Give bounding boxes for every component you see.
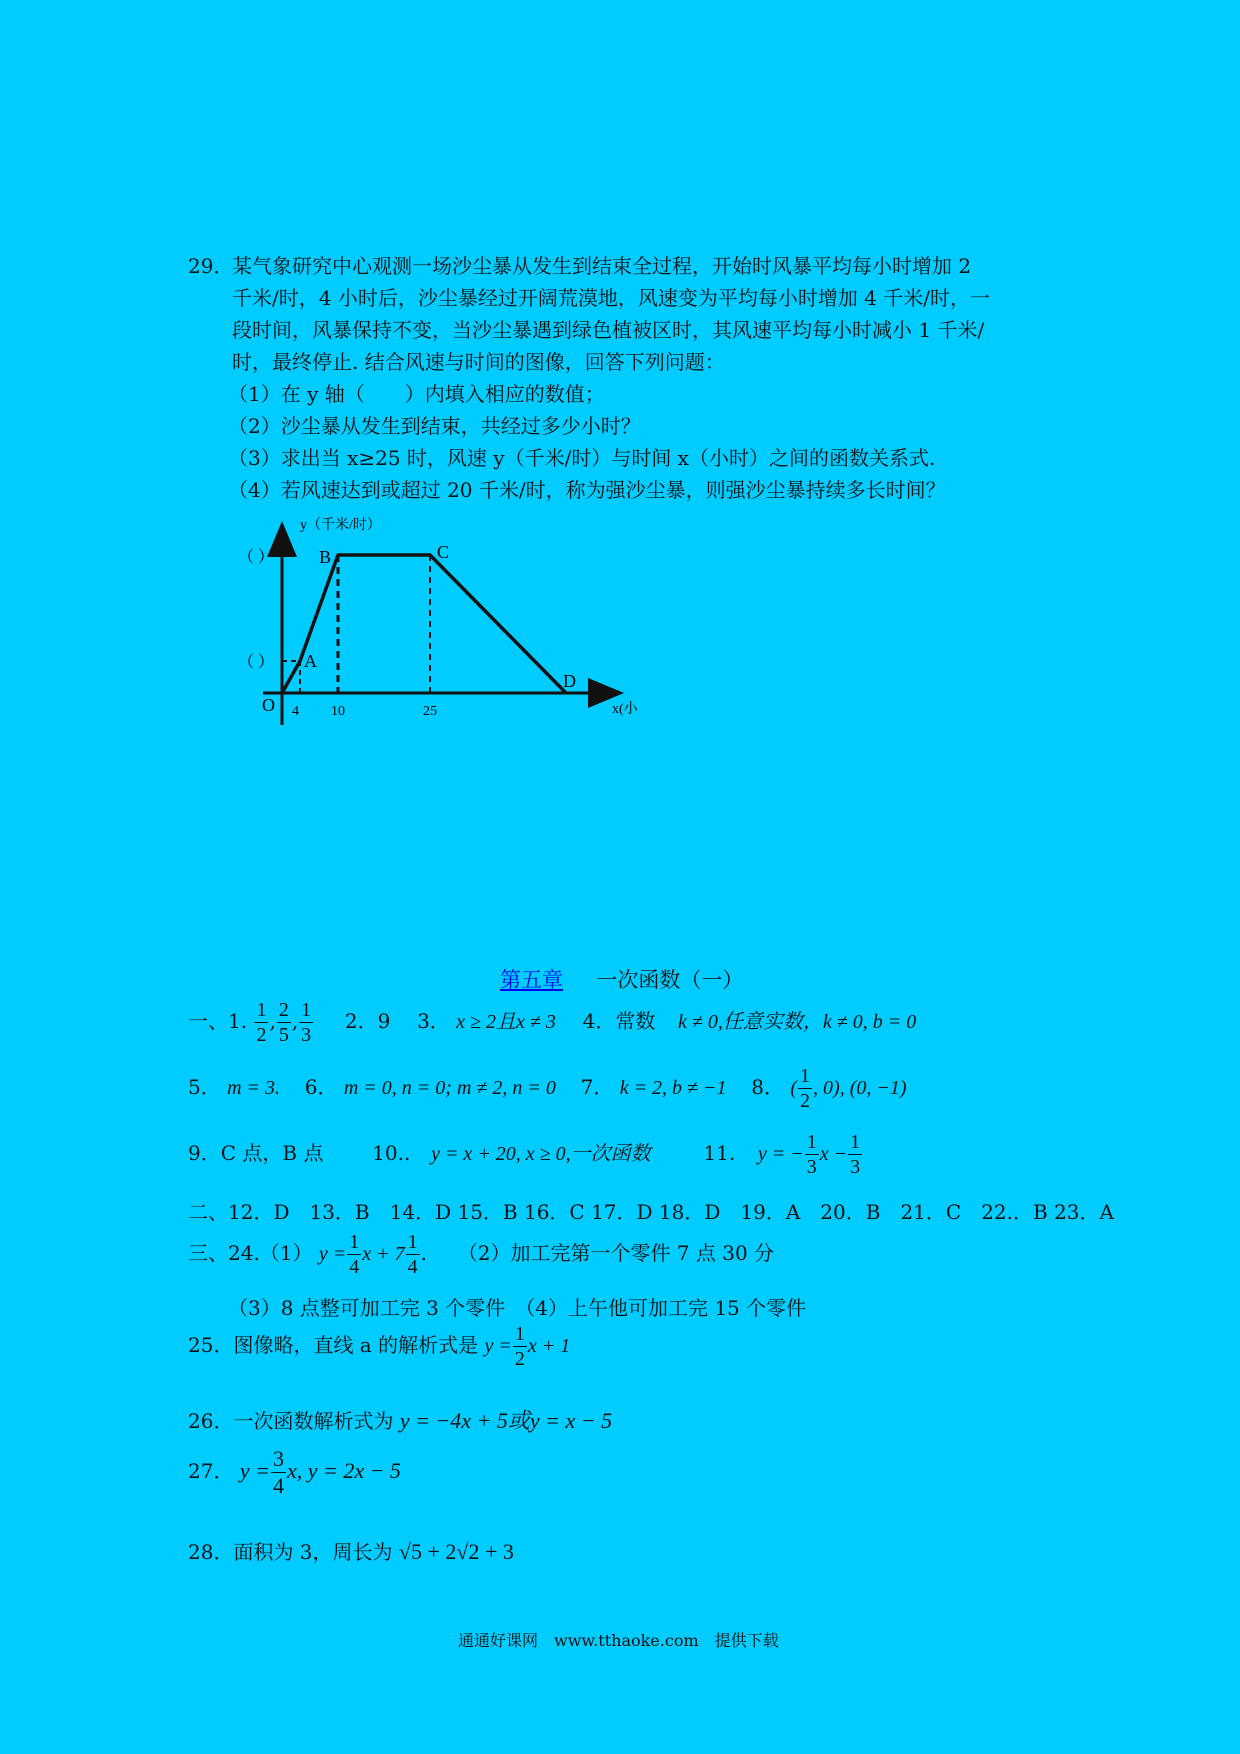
problem-line-2: 千米/时，4 小时后，沙尘暴经过开阔荒漠地，风速变为平均每小时增加 4 千米/时，一 <box>232 286 990 310</box>
subquestion-1: （1）在 y 轴（ ）内填入相应的数值； <box>228 382 605 406</box>
y-blank-bottom: （ ） <box>238 654 275 671</box>
answer-6-number: 6． <box>304 1075 338 1099</box>
fraction: $\frac{1}{4}$ <box>349 1231 360 1278</box>
x-tick-10: 10 <box>331 704 345 719</box>
answers-row-24-cont: （3）8 点整可加工完 3 个零件 （4）上午他可加工完 15 个零件 <box>228 1296 807 1320</box>
answer-28-prefix: 28．面积为 3，周长为 <box>188 1540 393 1564</box>
answer-4: k ≠ 0,任意实数，k ≠ 0, b = 0 <box>678 1011 917 1033</box>
fraction: $\frac{1}{2}$ <box>800 1065 811 1112</box>
point-d-label: D <box>563 671 576 691</box>
answer-26-prefix: 26．一次函数解析式为 <box>188 1409 394 1433</box>
fraction: $\frac{1}{3}$ <box>806 1131 817 1178</box>
x-axis-label: x(小 <box>612 702 638 717</box>
fraction: $\frac{1}{3}$ <box>850 1131 861 1178</box>
footer: 通通好课网 www.tthaoke.com 提供下载 <box>458 1631 779 1650</box>
chapter-title: 一次函数（一） <box>596 968 744 992</box>
fraction: $\frac{3}{4}$ <box>272 1446 284 1498</box>
fraction: $\frac{1}{2}$ <box>514 1323 525 1370</box>
answer-6: m = 0, n = 0; m ≠ 2, n = 0 <box>343 1077 556 1099</box>
answer-11-number: 11. <box>703 1141 736 1165</box>
answer-27-eq-b: x, y = 2x − 5 <box>286 1458 401 1483</box>
answer-2: 2．9 <box>344 1009 391 1033</box>
answer-11-b: x − <box>819 1143 848 1165</box>
fraction: $\frac{1}{3}$ <box>301 999 312 1046</box>
fraction: $\frac{2}{5}$ <box>278 999 289 1046</box>
answer-10-number: 10.. <box>372 1141 411 1165</box>
answer-11-a: y = − <box>757 1143 804 1165</box>
answer-24-prefix: 三、24.（1） <box>188 1241 313 1265</box>
answer-26-eq: y = −4x + 5或y = x − 5 <box>399 1408 613 1433</box>
chapter-link[interactable]: 第五章 <box>500 968 563 992</box>
answers-row-27 <box>188 1448 401 1497</box>
subquestion-2: （2）沙尘暴从发生到结束，共经过多少小时？ <box>228 414 641 438</box>
x-tick-4: 4 <box>292 704 299 719</box>
answer-3: x ≥ 2且x ≠ 3 <box>456 1011 556 1033</box>
point-a-label: A <box>304 651 317 671</box>
problem-line-3: 段时间，风暴保持不变，当沙尘暴遇到绿色植被区时，其风速平均每小时减小 1 千米/ <box>232 318 985 342</box>
wind-speed-graph <box>230 515 650 730</box>
answer-9: 9．C 点，B 点 <box>188 1141 324 1165</box>
answer-7: k = 2, b ≠ −1 <box>619 1077 727 1099</box>
answers-row-28 <box>188 1536 514 1565</box>
fraction: $\frac{1}{4}$ <box>407 1231 418 1278</box>
problem-number: 29． <box>188 254 234 278</box>
answer-27-prefix: 27． <box>188 1459 234 1483</box>
answer-4-number: 4．常数 <box>582 1009 656 1033</box>
answer-24-end: . <box>420 1241 427 1265</box>
answers-row-25 <box>188 1324 570 1369</box>
answers-row-1: 一、1. $\frac{1}{2}$ , $\frac{2}{5}$ , $\frac{1}{3}$ 2．9 3． x ≥ 2且x ≠ 3 4．常数 k ≠ 0,任意实数，k ≠ 0, b = 0 <box>188 999 917 1046</box>
answers-choices: 二、12．D 13．B 14．D 15．B 16．C 17．D 18．D 19．A 20．B 21．C 22.．B 23．A <box>188 1200 1114 1224</box>
x-tick-25: 25 <box>423 704 437 719</box>
problem-line-4: 时，最终停止. 结合风速与时间的图像，回答下列问题： <box>232 350 725 374</box>
answer-8: , 0), (0, −1) <box>813 1077 907 1099</box>
answer-5: m = 3. <box>227 1077 281 1099</box>
fraction: $\frac{1}{2}$ <box>256 999 267 1046</box>
y-axis-label: y（千米/时） <box>300 518 381 533</box>
answer-3-number: 3． <box>417 1009 450 1033</box>
answer-24-eq-a: y = <box>318 1243 347 1265</box>
answer-25-prefix: 25．图像略，直线 a 的解析式是 <box>188 1333 479 1357</box>
answers-row-24 <box>188 1232 774 1277</box>
speed-line <box>282 555 566 693</box>
answers-row-3 <box>188 1132 863 1177</box>
y-blank-top: （ ） <box>238 549 275 566</box>
answer-27-eq-a: y = <box>239 1458 270 1483</box>
answer-5-number: 5． <box>188 1075 221 1099</box>
answers-row-26 <box>188 1404 612 1435</box>
answer-25-eq-a: y = <box>484 1335 512 1357</box>
answer-8-open: ( <box>790 1077 798 1099</box>
subquestion-4: （4）若风速达到或超过 20 千米/时，称为强沙尘暴，则强沙尘暴持续多长时间？ <box>228 478 946 502</box>
origin-label: O <box>262 695 275 715</box>
answer-28-eq: √5 + 2√2 + 3 <box>398 1539 514 1564</box>
answer-8-number: 8． <box>751 1075 784 1099</box>
answer-10: y = x + 20, x ≥ 0,一次函数 <box>431 1143 651 1165</box>
row1-prefix: 一、1. <box>188 1009 248 1033</box>
answers-row-2 <box>188 1066 907 1111</box>
problem-line-1: 某气象研究中心观测一场沙尘暴从发生到结束全过程，开始时风暴平均每小时增加 2 <box>232 254 972 278</box>
chapter-heading <box>500 964 743 994</box>
subquestion-3: （3）求出当 x≥25 时，风速 y（千米/时）与时间 x（小时）之间的函数关系式. <box>228 446 936 470</box>
answer-25-eq-b: x + 1 <box>527 1335 571 1357</box>
answer-24-eq-b: x + 7 <box>362 1243 405 1265</box>
answer-7-number: 7． <box>580 1075 614 1099</box>
point-c-label: C <box>437 542 450 562</box>
answer-24-part2: （2）加工完第一个零件 7 点 30 分 <box>457 1241 775 1265</box>
point-b-label: B <box>319 547 332 567</box>
